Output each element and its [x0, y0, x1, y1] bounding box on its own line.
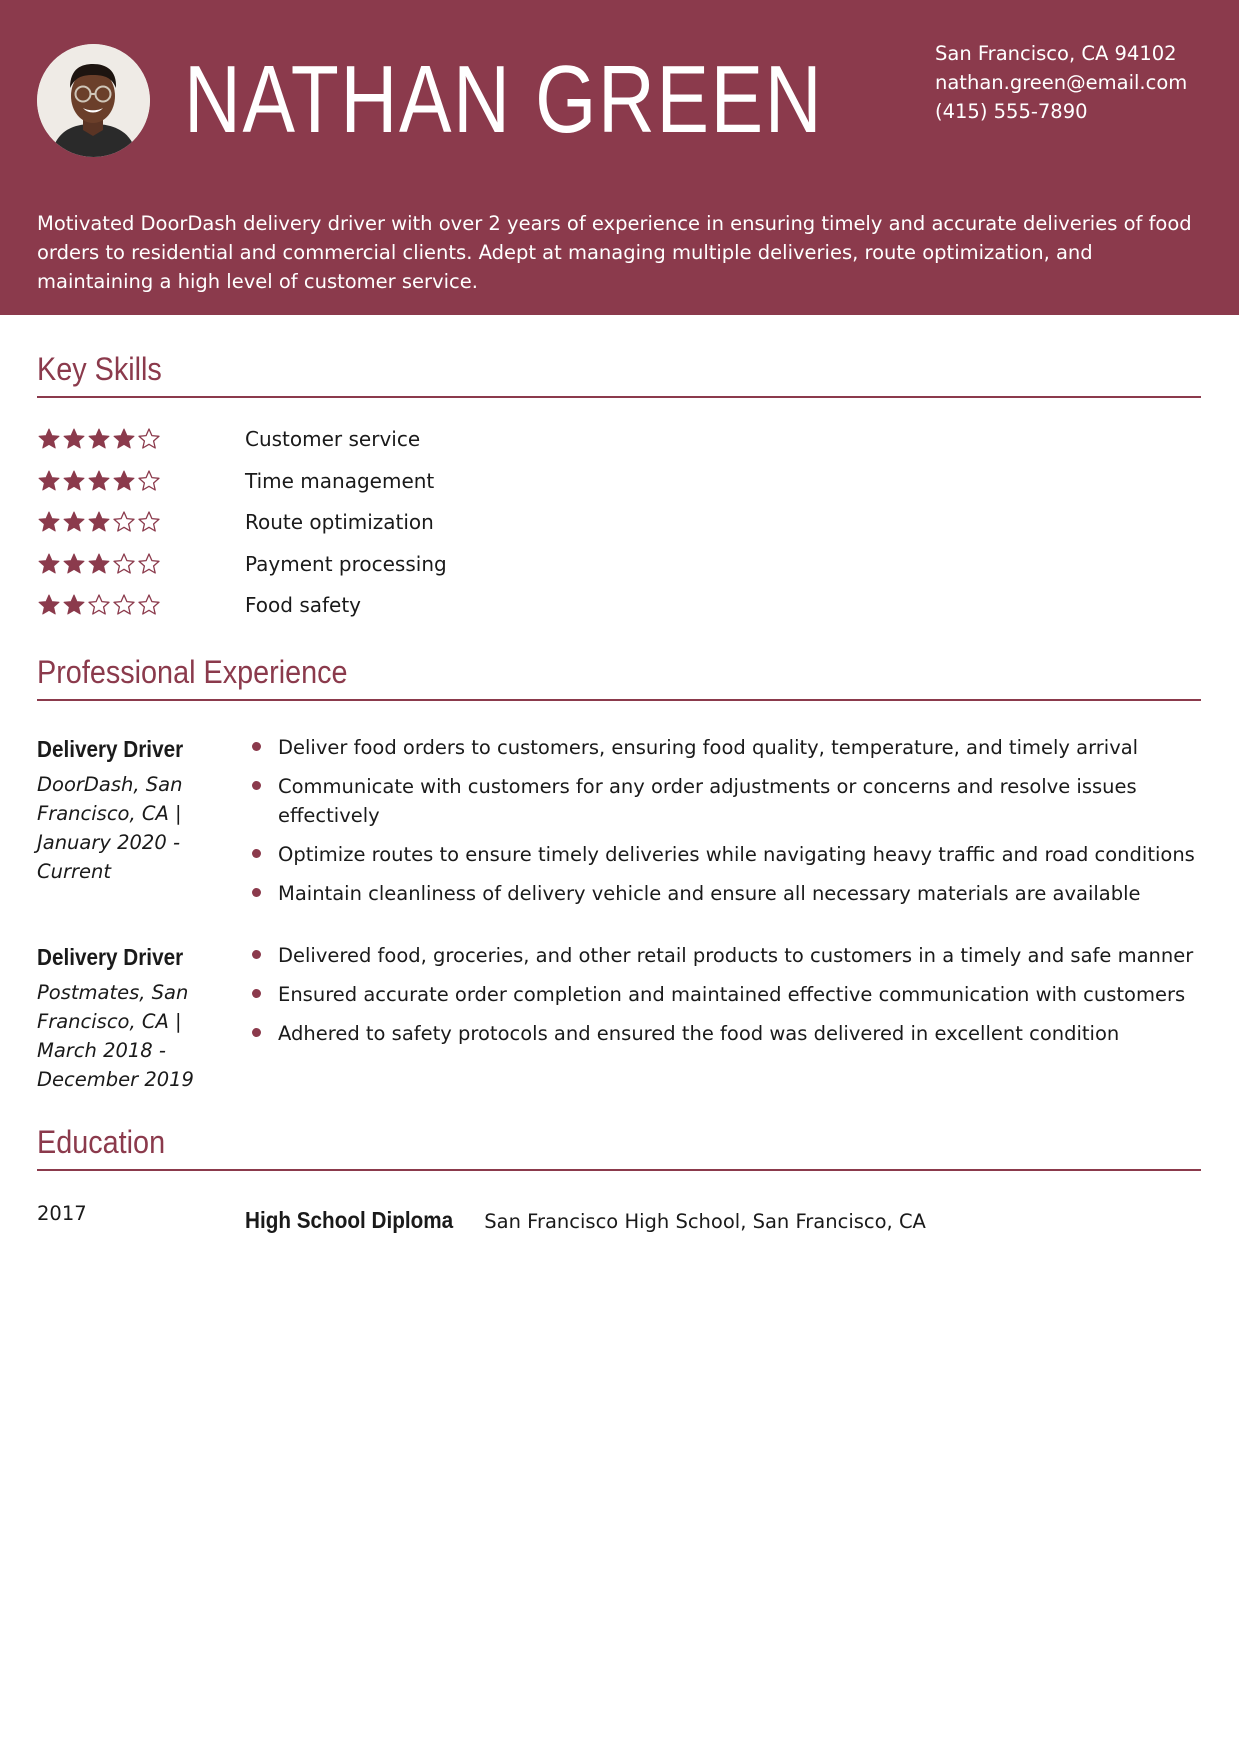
contact-phone[interactable]: (415) 555-7890	[935, 100, 1088, 123]
skills-divider	[37, 396, 1201, 398]
skill-row	[37, 423, 1201, 465]
star-filled-icon	[37, 469, 61, 493]
skill-label: Time management	[245, 468, 435, 493]
job-bullet-text: Delivered food, groceries, and other retail products to customers in a timely and safe manner	[278, 944, 1194, 967]
star-empty-icon	[87, 593, 111, 617]
skill-row	[37, 465, 1201, 507]
skill-rating	[37, 469, 161, 493]
star-filled-icon	[37, 593, 61, 617]
contact-block	[935, 39, 1225, 126]
star-filled-icon	[62, 469, 86, 493]
job-bullet-text: Optimize routes to ensure timely deliveries while navigating heavy traffic and road conditions	[278, 843, 1195, 866]
job-bullet-text: Communicate with customers for any order adjustments or concerns and resolve issues effectively	[278, 775, 1137, 827]
star-empty-icon	[137, 427, 161, 451]
skill-rating	[37, 427, 161, 451]
star-filled-icon	[62, 427, 86, 451]
star-empty-icon	[137, 510, 161, 534]
star-filled-icon	[62, 552, 86, 576]
star-filled-icon	[87, 552, 111, 576]
skill-label: Route optimization	[245, 510, 434, 534]
star-filled-icon	[37, 510, 61, 534]
experience-heading: Professional Experience	[37, 654, 348, 690]
star-empty-icon	[112, 593, 136, 617]
skill-row	[37, 548, 1201, 590]
star-filled-icon	[37, 427, 61, 451]
bullet-dot-icon	[252, 888, 261, 897]
job-bullet	[245, 879, 1225, 908]
job-bullet	[245, 941, 1225, 970]
education-year: 2017	[37, 1202, 87, 1225]
job-meta: Postmates, San Francisco, CA | March 2018 - December 2019	[37, 981, 194, 1091]
job-bullet-text: Maintain cleanliness of delivery vehicle and ensure all necessary materials are available	[278, 882, 1141, 905]
job-bullet-text: Deliver food orders to customers, ensuring food quality, temperature, and timely arrival	[278, 736, 1139, 759]
bullet-dot-icon	[252, 1028, 261, 1037]
profile-summary: Motivated DoorDash delivery driver with over 2 years of experience in ensuring timely and accurate deliveries of food orders to residential and commercial clients. Adept at managing multiple deliveries, route optimization, and maintaining a high level of customer service.	[37, 212, 1192, 293]
contact-email[interactable]: nathan.green@email.com	[935, 71, 1188, 94]
job-bullet	[245, 840, 1225, 869]
education-heading: Education	[37, 1124, 166, 1160]
bullet-dot-icon	[252, 742, 261, 751]
header-banner	[0, 0, 1239, 315]
skill-row	[37, 589, 1201, 631]
job-bullet	[245, 772, 1225, 830]
job-bullet-text: Adhered to safety protocols and ensured the food was delivered in excellent condition	[278, 1022, 1120, 1045]
profile-photo	[37, 44, 150, 157]
job-bullets	[245, 941, 1225, 1058]
skill-rating	[37, 552, 161, 576]
bullet-dot-icon	[252, 849, 261, 858]
bullet-dot-icon	[252, 989, 261, 998]
star-empty-icon	[137, 552, 161, 576]
skill-label: Food safety	[245, 593, 362, 617]
star-filled-icon	[87, 510, 111, 534]
education-entry	[245, 1204, 926, 1239]
skills-heading: Key Skills	[37, 351, 162, 387]
contact-address: San Francisco, CA 94102	[935, 42, 1177, 65]
skill-row	[37, 506, 1201, 548]
skills-list	[37, 423, 1201, 631]
education-divider	[37, 1169, 1201, 1171]
job-title: Delivery Driver	[37, 736, 184, 762]
skill-label: Payment processing	[245, 551, 447, 576]
bullet-dot-icon	[252, 781, 261, 790]
star-filled-icon	[87, 469, 111, 493]
star-filled-icon	[112, 469, 136, 493]
skill-label: Customer service	[245, 427, 421, 451]
star-filled-icon	[37, 552, 61, 576]
job-title: Delivery Driver	[37, 944, 184, 970]
star-empty-icon	[112, 552, 136, 576]
star-empty-icon	[137, 593, 161, 617]
star-filled-icon	[87, 427, 111, 451]
job-meta: DoorDash, San Francisco, CA | January 2020 - Current	[37, 773, 183, 883]
job-bullet	[245, 1019, 1225, 1048]
star-empty-icon	[112, 510, 136, 534]
bullet-dot-icon	[252, 950, 261, 959]
skill-rating	[37, 510, 161, 534]
job-bullet	[245, 733, 1225, 762]
star-filled-icon	[112, 427, 136, 451]
experience-divider	[37, 699, 1201, 701]
job-bullets	[245, 733, 1225, 918]
job-bullet	[245, 980, 1225, 1009]
candidate-name: NATHAN GREEN	[184, 46, 824, 153]
education-degree: High School Diploma	[245, 1207, 454, 1233]
education-school: San Francisco High School, San Francisco, CA	[484, 1210, 926, 1233]
skill-rating	[37, 593, 161, 617]
star-empty-icon	[137, 469, 161, 493]
job-bullet-text: Ensured accurate order completion and maintained effective communication with customers	[278, 983, 1186, 1006]
star-filled-icon	[62, 510, 86, 534]
star-filled-icon	[62, 593, 86, 617]
